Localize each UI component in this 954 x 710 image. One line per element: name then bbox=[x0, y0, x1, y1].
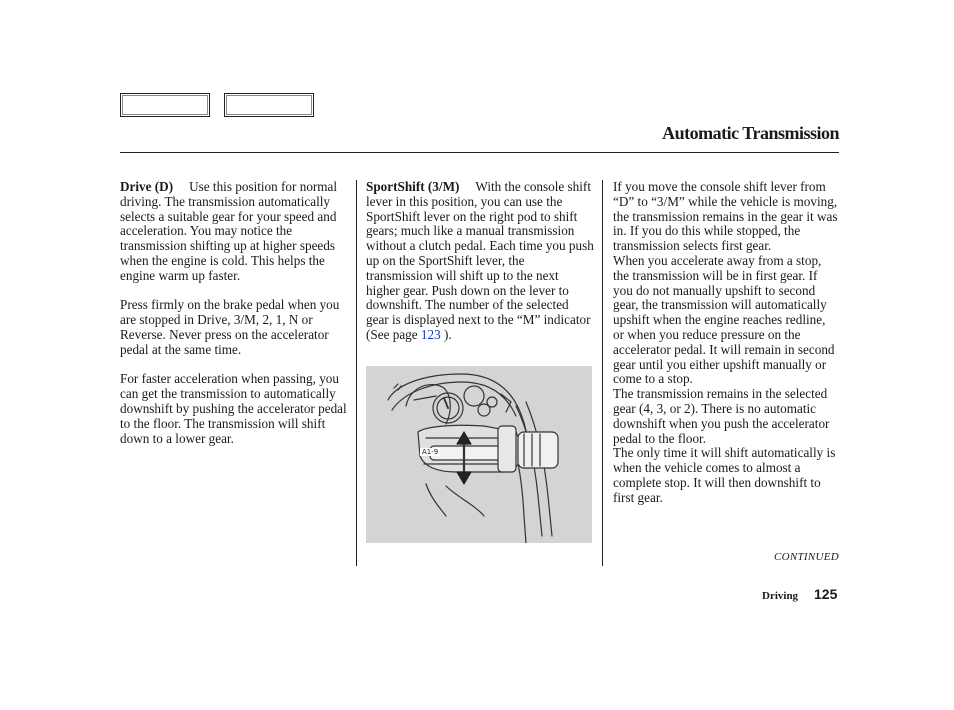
column-2 bbox=[366, 180, 594, 343]
paragraph: If you move the console shift lever from “D” to “3/M” while the vehicle is moving, the transmission remains in the gear it was in. If you do this while stopped, the transmission selects first gear. bbox=[613, 179, 838, 254]
paragraph: When you accelerate away from a stop, the transmission will be in first gear. If you do not manually upshift to second gear, the transmission will automatically upshift when the engine reaches redline, or when you reduce pressure on the accelerator pedal. It will remain in second gear until you either upshift manually or come to a stop. bbox=[613, 252, 835, 387]
paragraph: The only time it will shift automatically is when the vehicle comes to almost a complete stop. It will then downshift to first gear. bbox=[613, 445, 836, 505]
nav-prev-button[interactable] bbox=[120, 93, 210, 117]
column-1 bbox=[120, 180, 350, 446]
page-title: Automatic Transmission bbox=[662, 123, 839, 143]
column-divider bbox=[602, 180, 603, 566]
footer-section-label: Driving bbox=[762, 590, 799, 602]
title-divider bbox=[120, 152, 839, 153]
paragraph: For faster acceleration when passing, you can get the transmission to automatically downshift by pushing the accelerator pedal to the floor. The transmission will shift down to a lower gear. bbox=[120, 371, 347, 446]
section-heading-drive: Drive (D) bbox=[120, 179, 174, 194]
paragraph-text: Use this position for normal driving. The transmission automatically selects a suitable gear for your speed and acceleration. You may notice the transmission shifting up at higher speeds when the engine is cold. This helps the engine warm up faster. bbox=[120, 179, 338, 283]
sportshift-lever-illustration bbox=[366, 366, 592, 543]
illustration-label: A1-9 bbox=[422, 448, 439, 456]
page-number: 125 bbox=[814, 586, 838, 602]
column-divider bbox=[356, 180, 357, 566]
paragraph: Press firmly on the brake pedal when you are stopped in Drive, 3/M, 2, 1, N or Reverse. Never press on the accelerator pedal at the same time. bbox=[120, 297, 340, 357]
page-reference-link[interactable]: 123 bbox=[420, 326, 441, 342]
section-heading-sportshift: SportShift (3/M) bbox=[366, 179, 460, 194]
nav-next-button[interactable] bbox=[224, 93, 314, 117]
paragraph bbox=[366, 180, 594, 343]
paragraph bbox=[120, 180, 350, 284]
column-3 bbox=[613, 180, 839, 506]
paragraph: The transmission remains in the selected gear (4, 3, or 2). There is no automatic downshift when you push the accelerator pedal to the floor. bbox=[613, 386, 830, 446]
continued-label: CONTINUED bbox=[773, 551, 839, 563]
paragraph-text: With the console shift lever in this position, you can use the SportShift lever on the right pod to shift gears; much like a manual transmission without a clutch pedal. Each time you push up on the SportShift lever, the transmission will shift up to the next higher gear. Push down on the lever to downshift. The number of the selected gear is displayed next to the “M” indicator (See page bbox=[366, 179, 594, 342]
paragraph-text-end: ). bbox=[440, 326, 452, 342]
